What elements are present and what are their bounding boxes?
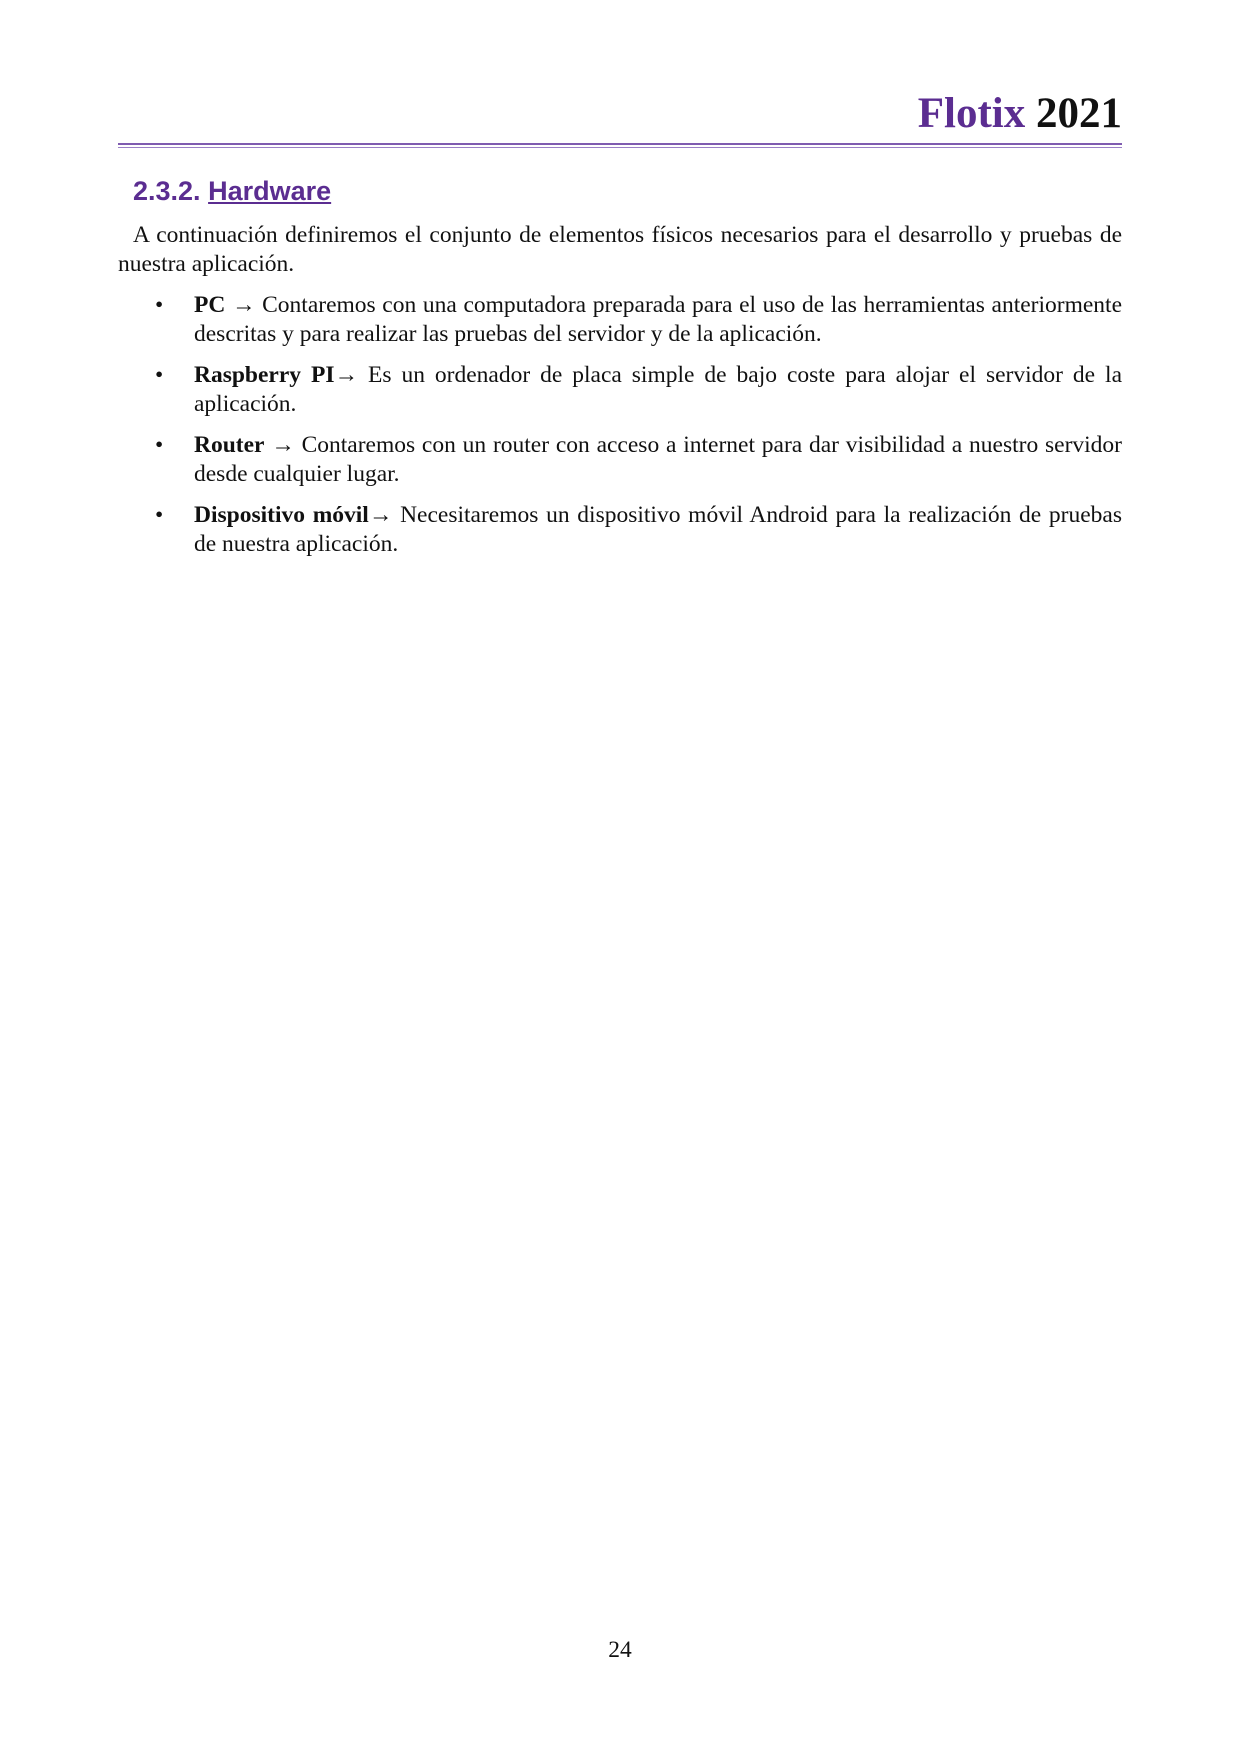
list-item: [118, 291, 1122, 349]
list-item: [118, 361, 1122, 419]
arrow-icon: →: [368, 502, 401, 528]
bullet-icon: •: [155, 432, 164, 458]
section-body: [118, 221, 1122, 571]
section-title: Hardware: [208, 176, 332, 206]
section-heading: [133, 174, 331, 208]
arrow-icon: →: [264, 432, 302, 458]
list-item: [118, 501, 1122, 559]
bullet-icon: •: [155, 362, 164, 388]
item-term: Dispositivo móvil: [194, 502, 369, 528]
item-description: Es un ordenador de placa simple de bajo coste para alojar el servidor de la aplicación.: [194, 362, 1123, 417]
item-term: Raspberry PI: [194, 362, 335, 388]
intro-paragraph: A continuación definiremos el conjunto de elementos físicos necesarios para el desarrollo y pruebas de nuestra aplicación.: [118, 222, 1122, 277]
list-item: [118, 431, 1122, 489]
item-description: Contaremos con un router con acceso a internet para dar visibilidad a nuestro servidor desde cualquier lugar.: [194, 432, 1123, 487]
bullet-icon: •: [155, 292, 164, 318]
header-rule-secondary: [118, 147, 1122, 148]
arrow-icon: →: [225, 292, 263, 318]
header-year: 2021: [1036, 90, 1122, 137]
item-term: PC: [194, 292, 226, 318]
page-number: 24: [608, 1637, 632, 1663]
section-number: 2.3.2.: [133, 176, 201, 206]
page-header: [118, 88, 1122, 140]
item-term: Router: [194, 432, 265, 458]
hardware-list: [118, 291, 1122, 559]
item-description: Necesitaremos un dispositivo móvil Android para la realización de pruebas de nuestra aplicación.: [194, 502, 1123, 557]
item-description: Contaremos con una computadora preparada para el uso de las herramientas anteriormente descritas y para realizar las pruebas del servidor y de la aplicación.: [194, 292, 1122, 347]
arrow-icon: →: [334, 362, 368, 388]
header-rule: [118, 143, 1122, 145]
bullet-icon: •: [155, 502, 164, 528]
header-brand: Flotix: [917, 90, 1026, 137]
